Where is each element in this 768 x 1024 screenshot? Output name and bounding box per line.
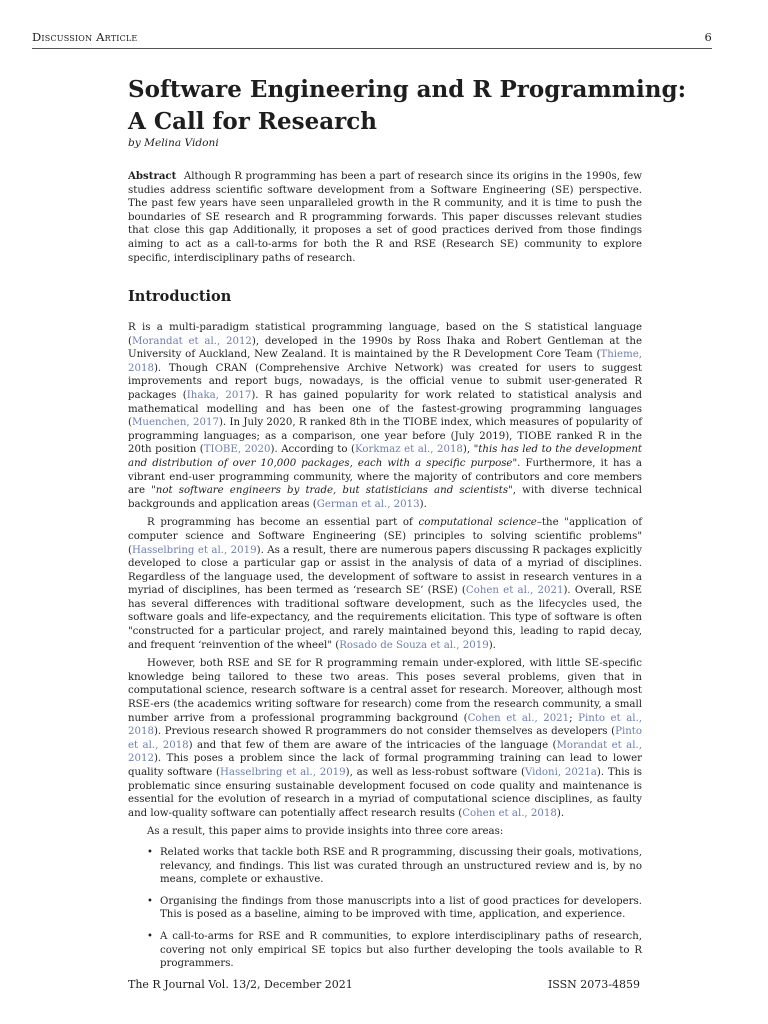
text-run: ), as well as less-robust software (: [345, 767, 525, 778]
abstract: [128, 170, 642, 265]
text-run: ) and that few of them are aware of the intricacies of the language (: [188, 739, 557, 751]
running-header: [32, 30, 712, 49]
text-run: ). R has gained popularity for work related to statistical analysis and mathematical modelling and has been one of the fastest-growing programming languages (: [128, 389, 642, 429]
citation-link[interactable]: Morandat et al., 2012: [131, 335, 252, 347]
paragraph-1: [128, 321, 642, 511]
citation-link[interactable]: Hasselbring et al., 2019: [220, 767, 346, 778]
text-run: ). According to (: [270, 444, 355, 456]
article-type: Discussion Article: [32, 30, 138, 44]
citation-link[interactable]: Vidoni, 2021a: [524, 767, 597, 778]
list-item-text: Organising the findings from those manuscripts into a list of good practices for developers. This is posed as a baseline, aiming to be improved with time, application, and experience.: [160, 895, 642, 921]
text-run: ),: [462, 444, 474, 456]
citation-link[interactable]: Cohen et al., 2018: [462, 807, 557, 819]
citation-link[interactable]: Pinto et al., 2018: [128, 726, 642, 751]
text-run: ). Overall, RSE has several differences with traditional software development, such as the lifecycles used, the software goals and life-expectancy, and the requirements elicitation. This type of software is often "constructed for a particular project, and rarely maintained beyond this, leading to rapid decay, and frequent ‘reinvention of the wheel" (: [128, 585, 642, 651]
list-item: [147, 895, 642, 922]
author-byline: by Melina Vidoni: [128, 137, 219, 149]
text-run: . Furthermore, it has a vibrant end-user programming community, where the majority of contributors and core members are: [128, 457, 643, 497]
bullet-icon: •: [147, 846, 153, 858]
text-run: R programming has become an essential part of: [147, 517, 419, 529]
emphasis: computational science: [418, 517, 537, 529]
text-run: However, both RSE and SE for R programming remain under-explored, with little SE-specific knowledge being tailored to these two areas. This poses several problems, given that in computational science, research software is a central asset for research. Moreover, although most RSE-ers (the academics writing software for research) come from the research community, a small number arrive from a professional programming background (: [128, 658, 642, 724]
citation-link[interactable]: Pinto et al., 2018: [128, 712, 643, 738]
text-run: ).: [419, 498, 427, 510]
title-line-2: A Call for Research: [128, 108, 377, 135]
citation-link[interactable]: Muenchen, 2017: [131, 417, 219, 429]
text-run: ). This poses a problem since the lack of formal programming training can lead to lower quality software (: [128, 753, 642, 778]
bullet-icon: •: [147, 895, 153, 907]
paragraph-3: [128, 657, 642, 820]
list-item-text: Related works that tackle both RSE and R programming, discussing their goals, motivations, relevancy, and findings. This list was curated through an unstructured review and is, by no means, complete or exhaustive.: [160, 846, 642, 886]
citation-link[interactable]: Ihaka, 2017: [186, 389, 252, 401]
text-run: , with diverse technical backgrounds and application areas (: [128, 485, 642, 510]
paragraph-4: As a result, this paper aims to provide insights into three core areas:: [147, 826, 504, 838]
paragraph-2: [128, 516, 642, 652]
bullet-icon: •: [147, 930, 153, 942]
page-footer: [128, 978, 640, 991]
citation-link[interactable]: Hasselbring et al., 2019: [131, 544, 257, 556]
abstract-label: Abstract: [128, 170, 177, 182]
text-run: ). As a result, there are numerous papers discussing R packages explicitly developed to close a particular gap or assist in the analysis of data of a myriad of disciplines. Regardless of the language used, the development of software to assist in research ventures in a myriad of disciplines, has been termed as ‘research SE’ (RSE) (: [128, 544, 642, 597]
citation-link[interactable]: Cohen et al., 2021: [467, 712, 570, 724]
text-run: ).: [556, 807, 565, 819]
citation-link[interactable]: Korkmaz et al., 2018: [355, 444, 463, 456]
text-run: ). Previous research showed R programmers do not consider themselves as developers (: [153, 726, 616, 738]
aims-list: [128, 846, 642, 971]
page-number: 6: [704, 30, 712, 44]
list-item: [147, 930, 642, 971]
paper-title: [128, 74, 688, 138]
citation-link[interactable]: Thieme, 2018: [128, 349, 642, 374]
citation-link[interactable]: Cohen et al., 2021: [465, 585, 564, 597]
journal-info: The R Journal Vol. 13/2, December 2021: [128, 978, 353, 991]
quote-italic: "this has led to the development and distribution of over 10,000 packages, each with a specific purpose": [128, 444, 643, 469]
citation-link[interactable]: Morandat et al., 2012: [128, 739, 642, 765]
quote-italic: "not software engineers by trade, but statisticians and scientists": [151, 485, 513, 497]
abstract-text: Although R programming has been a part of research since its origins in the 1990s, few studies address scientific software development from a Software Engineering (SE) perspective. The past few years have seen unparalleled growth in the R community, and it is time to push the boundaries of SE research and R programming forwards. This paper discusses relevant studies that close this gap Additionally, it proposes a set of good practices derived from those findings aiming to act as a call-to-arms for both the R and RSE (Research SE) community to explore specific, interdisciplinary paths of research.: [128, 171, 642, 264]
body-text: [128, 321, 642, 979]
text-run: ). Though CRAN (Comprehensive Archive Network) was created for users to suggest improvements and report bugs, nowadays, is the official venue to submit user-generated R packages (: [128, 362, 642, 401]
text-run: ), developed in the 1990s by Ross Ihaka and Robert Gentleman at the University of Auckland, New Zealand. It is maintained by the R Development Core Team (: [128, 335, 642, 361]
text-run: ). In July 2020, R ranked 8th in the TIOBE index, which measures of popularity of programming languages; as a comparison, one year before (July 2019), TIOBE ranked R in the 20th position (: [128, 417, 642, 456]
text-run: –the "application of computer science and Software Engineering (SE) principles to solving scientific problems" (: [128, 517, 642, 556]
citation-link[interactable]: German et al., 2013: [316, 498, 420, 510]
text-run: ). This is problematic since ensuring sustainable development focused on code quality and maintenance is essential for the evolution of research in a myriad of computational science disciplines, as faulty and low-quality software can potentially affect research results (: [128, 767, 642, 819]
title-line-1: Software Engineering and R Programming:: [128, 76, 687, 103]
citation-link[interactable]: Rosado de Souza et al., 2019: [339, 639, 489, 651]
list-item: [147, 846, 642, 887]
citation-link[interactable]: TIOBE, 2020: [203, 444, 271, 456]
text-run: R is a multi-paradigm statistical programming language, based on the S statistical language (: [128, 322, 642, 347]
text-run: ;: [569, 712, 579, 724]
section-heading-introduction: Introduction: [128, 288, 232, 305]
list-item-text: A call-to-arms for RSE and R communities, to explore interdisciplinary paths of research, covering not only empirical SE topics but also further developing the tools available to R programmers.: [160, 930, 642, 970]
text-run: ).: [488, 639, 496, 651]
issn: ISSN 2073-4859: [547, 978, 640, 991]
